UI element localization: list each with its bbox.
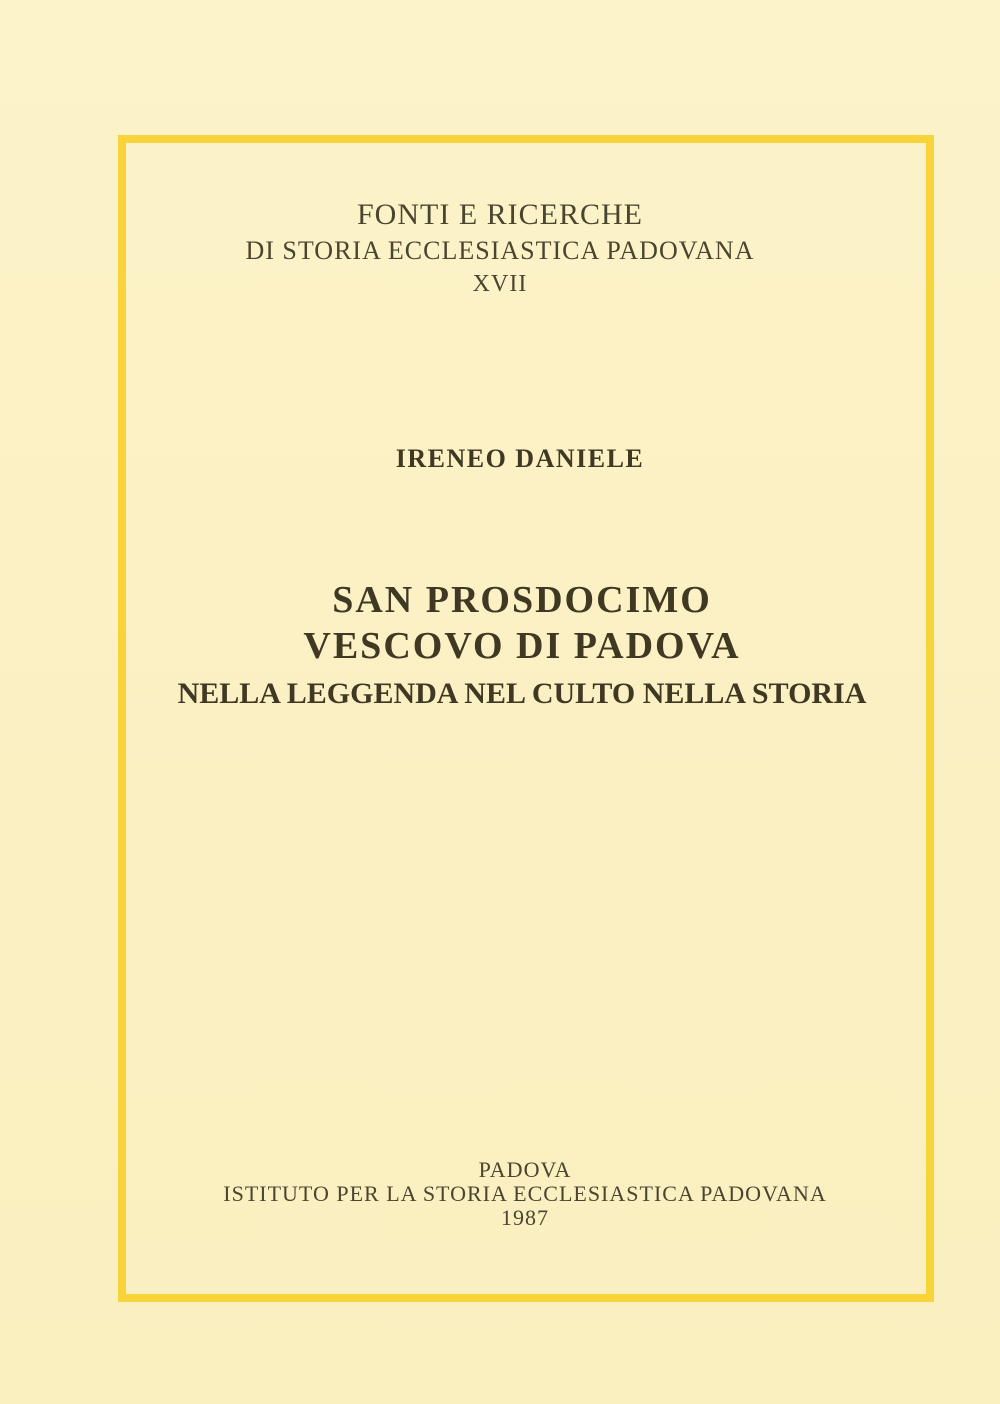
cover-border-frame [118,135,934,1302]
author-name: IRENEO DANIELE [395,444,645,473]
series-volume-number: XVII [472,271,528,297]
publisher-city: PADOVA [478,1157,572,1182]
book-subtitle: NELLA LEGGENDA NEL CULTO NELLA STORIA [177,677,867,710]
book-title-line-1: SAN PROSDOCIMO [332,579,712,621]
series-subtitle: DI STORIA ECCLESIASTICA PADOVANA [245,236,755,265]
series-title: FONTI E RICERCHE [357,198,643,231]
publisher-name: ISTITUTO PER LA STORIA ECCLESIASTICA PADOVANA [223,1181,827,1206]
publication-year: 1987 [501,1205,549,1230]
book-title-line-2: VESCOVO DI PADOVA [303,625,741,667]
